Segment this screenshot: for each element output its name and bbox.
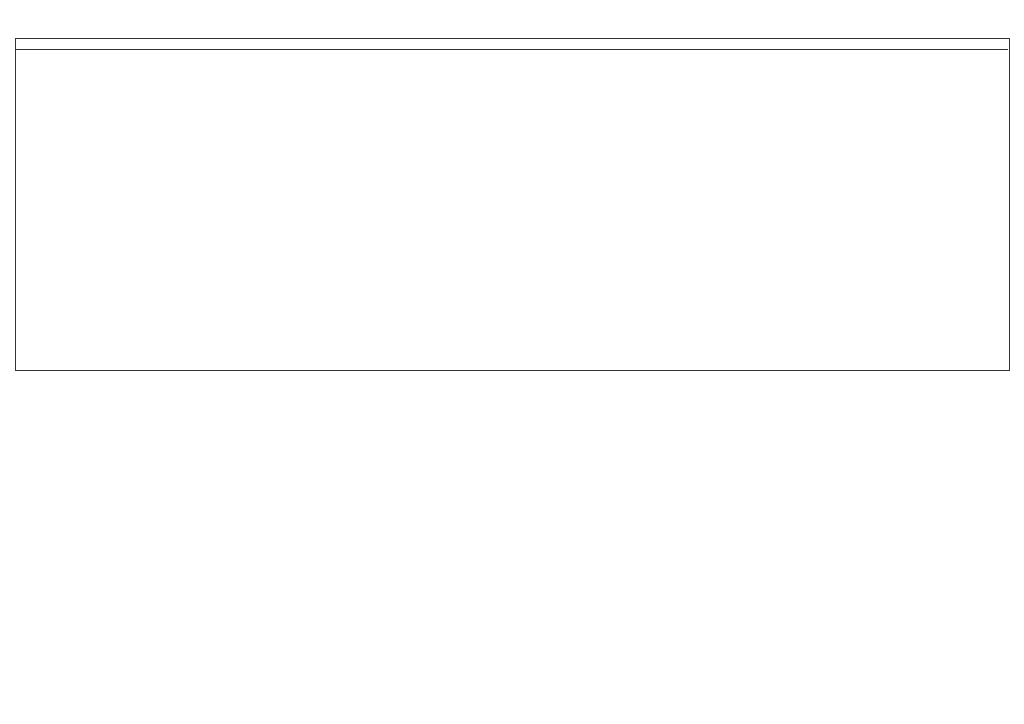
column-header-row bbox=[15, 38, 1008, 50]
timetable-sheet bbox=[15, 38, 1010, 371]
